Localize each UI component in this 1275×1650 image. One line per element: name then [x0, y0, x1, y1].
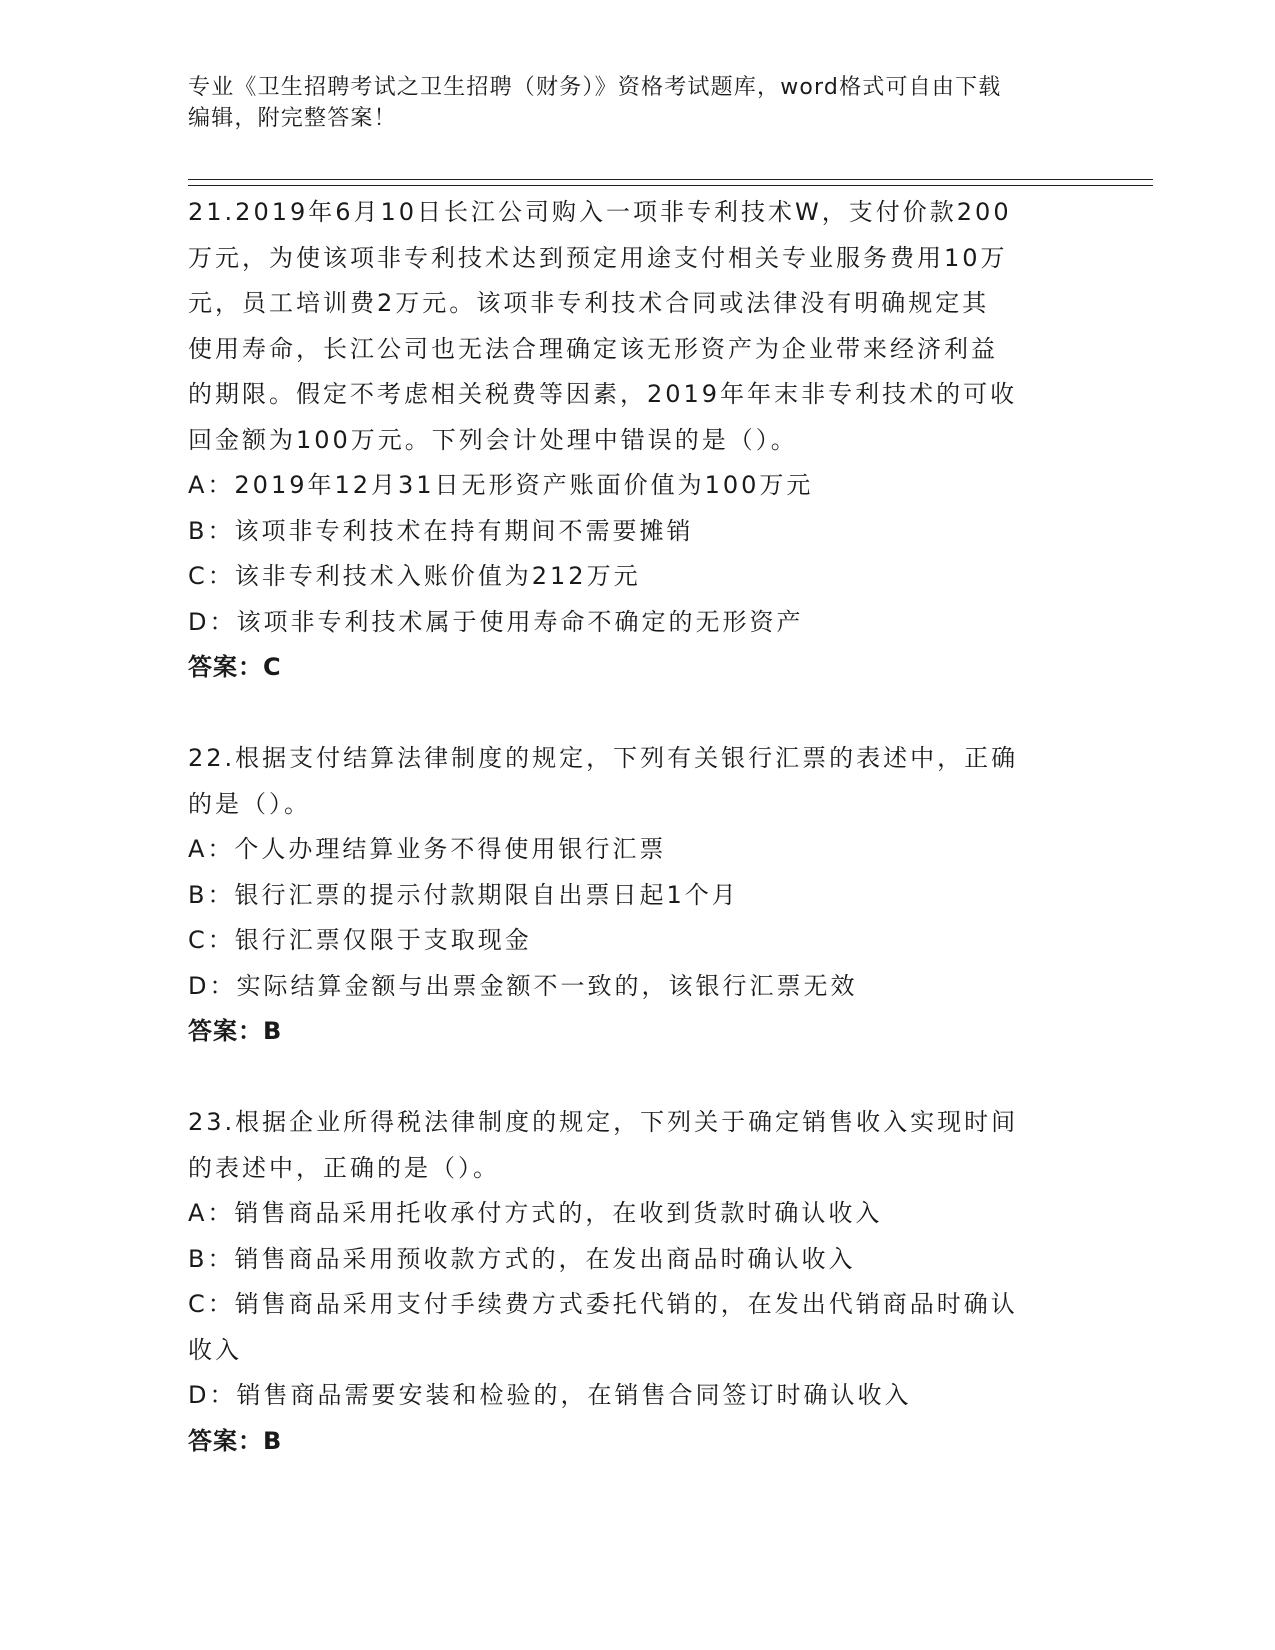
- option-d: D：销售商品需要安装和检验的，在销售合同签订时确认收入: [188, 1381, 912, 1409]
- question-stem-line: 回金额为100万元。下列会计处理中错误的是（）。: [188, 425, 798, 454]
- answer-label: 答案：C: [188, 653, 282, 681]
- option-b: B：该项非专利技术在持有期间不需要摊销: [188, 516, 694, 545]
- option-c: C：该非专利技术入账价值为212万元: [188, 562, 641, 590]
- question-stem-line: 的是（）。: [188, 789, 311, 818]
- question-22: [188, 736, 1088, 1055]
- question-21: [188, 190, 1088, 691]
- option-a: A：个人办理结算业务不得使用银行汇票: [188, 835, 667, 863]
- document-header: [188, 72, 1068, 134]
- question-stem-line: 万元，为使该项非专利技术达到预定用途支付相关专业服务费用10万: [188, 243, 1008, 272]
- header-line-2: 编辑，附完整答案！: [188, 106, 397, 131]
- question-list: [188, 190, 1088, 1464]
- question-spacer: [188, 1055, 1088, 1101]
- question-stem-line: 的期限。假定不考虑相关税费等因素，2019年年末非专利技术的可收: [188, 380, 1018, 408]
- answer-label: 答案：B: [188, 1017, 283, 1045]
- question-stem-line: 23.根据企业所得税法律制度的规定，下列关于确定销售收入实现时间: [188, 1108, 1019, 1136]
- answer-label: 答案：B: [188, 1426, 283, 1455]
- question-stem-line: 21.2019年6月10日长江公司购入一项非专利技术W，支付价款200: [188, 198, 1012, 226]
- question-stem-line: 元，员工培训费2万元。该项非专利技术合同或法律没有明确规定其: [188, 289, 990, 317]
- question-stem-line: 使用寿命，长江公司也无法合理确定该无形资产为企业带来经济利益: [188, 334, 998, 363]
- option-c-continued: 收入: [188, 1335, 242, 1364]
- option-d: D：该项非专利技术属于使用寿命不确定的无形资产: [188, 607, 804, 636]
- option-a: A：2019年12月31日无形资产账面价值为100万元: [188, 471, 814, 499]
- question-stem-line: 22.根据支付结算法律制度的规定，下列有关银行汇票的表述中，正确: [188, 744, 1019, 772]
- option-c: C：销售商品采用支付手续费方式委托代销的，在发出代销商品时确认: [188, 1290, 1018, 1318]
- option-a: A：销售商品采用托收承付方式的，在收到货款时确认收入: [188, 1199, 883, 1227]
- header-rule-top: [188, 179, 1153, 180]
- option-c: C：银行汇票仅限于支取现金: [188, 926, 532, 954]
- question-23: [188, 1100, 1088, 1464]
- question-stem-line: 的表述中，正确的是（）。: [188, 1153, 500, 1182]
- question-spacer: [188, 691, 1088, 737]
- header-rule-bottom: [188, 185, 1153, 186]
- option-b: B：销售商品采用预收款方式的，在发出商品时确认收入: [188, 1244, 856, 1273]
- header-line-1: 专业《卫生招聘考试之卫生招聘（财务）》资格考试题库，word格式可自由下载: [188, 75, 1002, 100]
- option-d: D：实际结算金额与出票金额不一致的，该银行汇票无效: [188, 971, 858, 1000]
- option-b: B：银行汇票的提示付款期限自出票日起1个月: [188, 880, 739, 909]
